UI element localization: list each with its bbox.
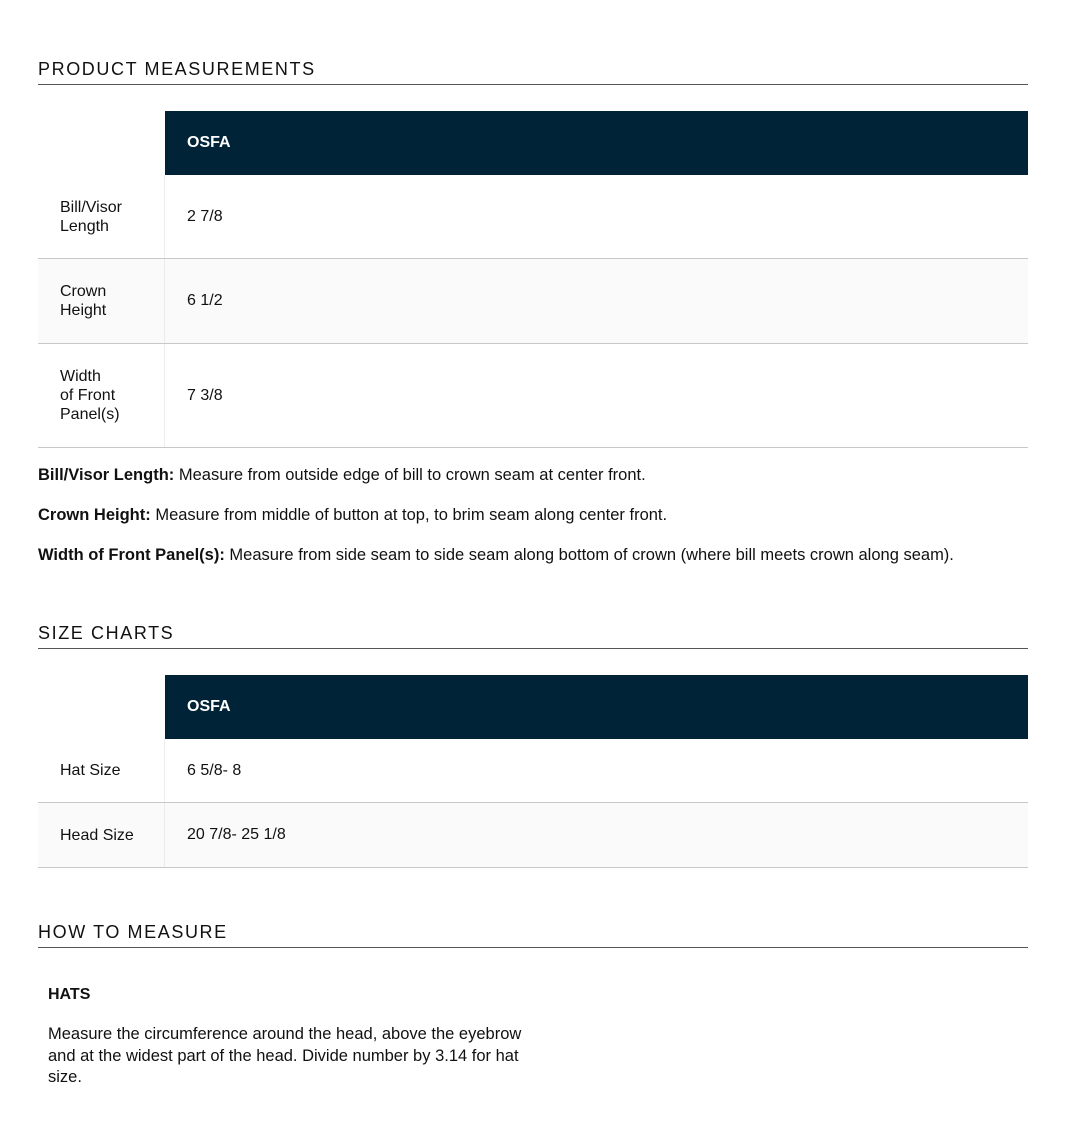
note-text: Measure from middle of button at top, to brim seam along center front. <box>150 506 668 524</box>
column-header-osfa: OSFA <box>165 111 1028 175</box>
product-measurements-table <box>38 111 1028 448</box>
header-blank-cell <box>38 111 165 175</box>
row-label <box>38 344 165 447</box>
table-header <box>38 675 1028 739</box>
row-value: 2 7/8 <box>187 207 223 225</box>
note-bill-visor <box>38 465 1038 485</box>
hats-description: Measure the circumference around the head, above the eyebrow and at the widest part of the head. Divide number by 3.14 for hat size. <box>48 1025 522 1086</box>
row-label-line: Crown <box>60 283 107 300</box>
size-charts-table <box>38 675 1028 868</box>
how-to-measure-section <box>48 986 548 1089</box>
note-term: Width of Front Panel(s): <box>38 546 225 564</box>
table-row <box>38 175 1028 259</box>
header-blank-cell <box>38 675 165 739</box>
table-row <box>38 259 1028 344</box>
row-label: Hat Size <box>38 739 165 802</box>
row-label-line: Width <box>60 368 101 385</box>
row-label-line: Bill/Visor <box>60 198 122 216</box>
row-value: 7 3/8 <box>187 386 223 404</box>
table-row <box>38 344 1028 448</box>
note-front-panel <box>38 545 1038 565</box>
table-row <box>38 739 1028 803</box>
note-text: Measure from side seam to side seam along bottom of crown (where bill meets crown along seam). <box>224 546 954 564</box>
row-label-line: of Front <box>60 387 116 404</box>
row-label-line: Height <box>60 302 107 319</box>
hats-heading: HATS <box>48 986 91 1003</box>
row-label-line: Panel(s) <box>60 406 120 423</box>
row-value: 20 7/8- 25 1/8 <box>187 826 286 843</box>
product-measurements-title: PRODUCT MEASUREMENTS <box>38 59 1028 85</box>
row-label: Head Size <box>38 803 165 867</box>
row-value: 6 5/8- 8 <box>187 761 242 779</box>
note-term: Crown Height: <box>38 506 151 524</box>
row-label-line: Length <box>60 217 109 235</box>
note-term: Bill/Visor Length: <box>38 466 175 484</box>
size-charts-title: SIZE CHARTS <box>38 623 1028 649</box>
row-value: 6 1/2 <box>187 292 223 309</box>
note-crown-height <box>38 505 1038 525</box>
table-header <box>38 111 1028 175</box>
note-text: Measure from outside edge of bill to crown seam at center front. <box>174 466 646 484</box>
measurement-notes <box>38 465 1038 585</box>
row-label <box>38 175 165 258</box>
row-label <box>38 259 165 343</box>
how-to-measure-title: HOW TO MEASURE <box>38 922 1028 948</box>
table-row <box>38 803 1028 868</box>
column-header-osfa: OSFA <box>165 675 1028 739</box>
